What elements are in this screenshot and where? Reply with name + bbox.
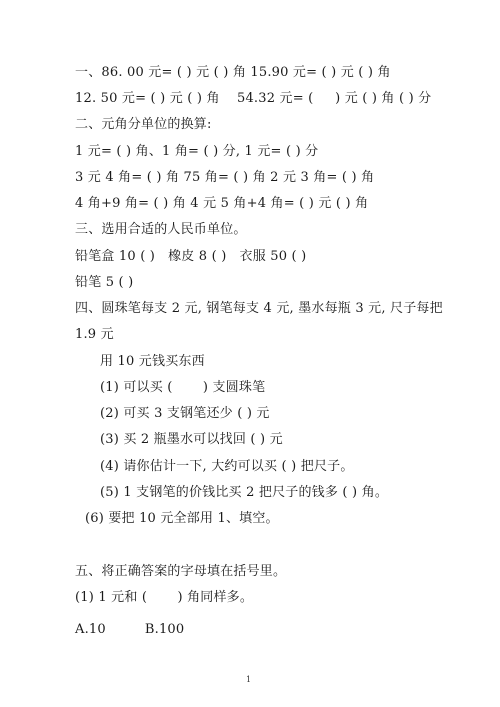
q4-item-4: (4) 请你估计一下, 大约可以买 ( ) 把尺子。 <box>100 459 354 474</box>
q4-item-2: (2) 可买 3 支钢笔还少 ( ) 元 <box>100 406 270 421</box>
q5-options: A.10 B.100 <box>75 622 185 637</box>
q4-item-1: (1) 可以买 ( ) 支圆珠笔 <box>100 380 266 395</box>
q1-line-1: 一、86. 00 元= ( ) 元 ( ) 角 15.90 元= ( ) 元 ( ) 角 <box>75 65 391 80</box>
q3-line-1: 铅笔盒 10 ( ) 橡皮 8 ( ) 衣服 50 ( ) <box>75 249 307 264</box>
page-number: 1 <box>246 675 252 684</box>
q4-item-3: (3) 买 2 瓶墨水可以找回 ( ) 元 <box>100 432 283 447</box>
q4-item-5: (5) 1 支钢笔的价钱比买 2 把尺子的钱多 ( ) 角。 <box>100 485 389 500</box>
section-3-heading: 三、选用合适的人民币单位。 <box>75 222 247 237</box>
q2-line-1: 1 元= ( ) 角、1 角= ( ) 分, 1 元= ( ) 分 <box>75 144 319 159</box>
section-4-heading-cont: 1.9 元 <box>75 327 114 342</box>
section-5-heading: 五、将正确答案的字母填在括号里。 <box>75 564 287 579</box>
q4-item-6: (6) 要把 10 元全部用 1、填空。 <box>85 511 279 526</box>
q3-line-2: 铅笔 5 ( ) <box>75 275 134 290</box>
q2-line-2: 3 元 4 角= ( ) 角 75 角= ( ) 角 2 元 3 角= ( ) 角 <box>75 170 375 185</box>
section-4-heading: 四、圆珠笔每支 2 元, 钢笔每支 4 元, 墨水每瓶 3 元, 尺子每把 <box>75 301 443 316</box>
q4-intro: 用 10 元钱买东西 <box>100 354 205 369</box>
q5-item-1: (1) 1 元和 ( ) 角同样多。 <box>75 590 254 605</box>
q2-line-3: 4 角+9 角= ( ) 角 4 元 5 角+4 角= ( ) 元 ( ) 角 <box>75 196 369 211</box>
section-2-heading: 二、元角分单位的换算: <box>75 117 212 132</box>
q1-line-2: 12. 50 元= ( ) 元 ( ) 角 54.32 元= ( ) 元 ( ) 角 ( ) 分 <box>75 91 432 106</box>
